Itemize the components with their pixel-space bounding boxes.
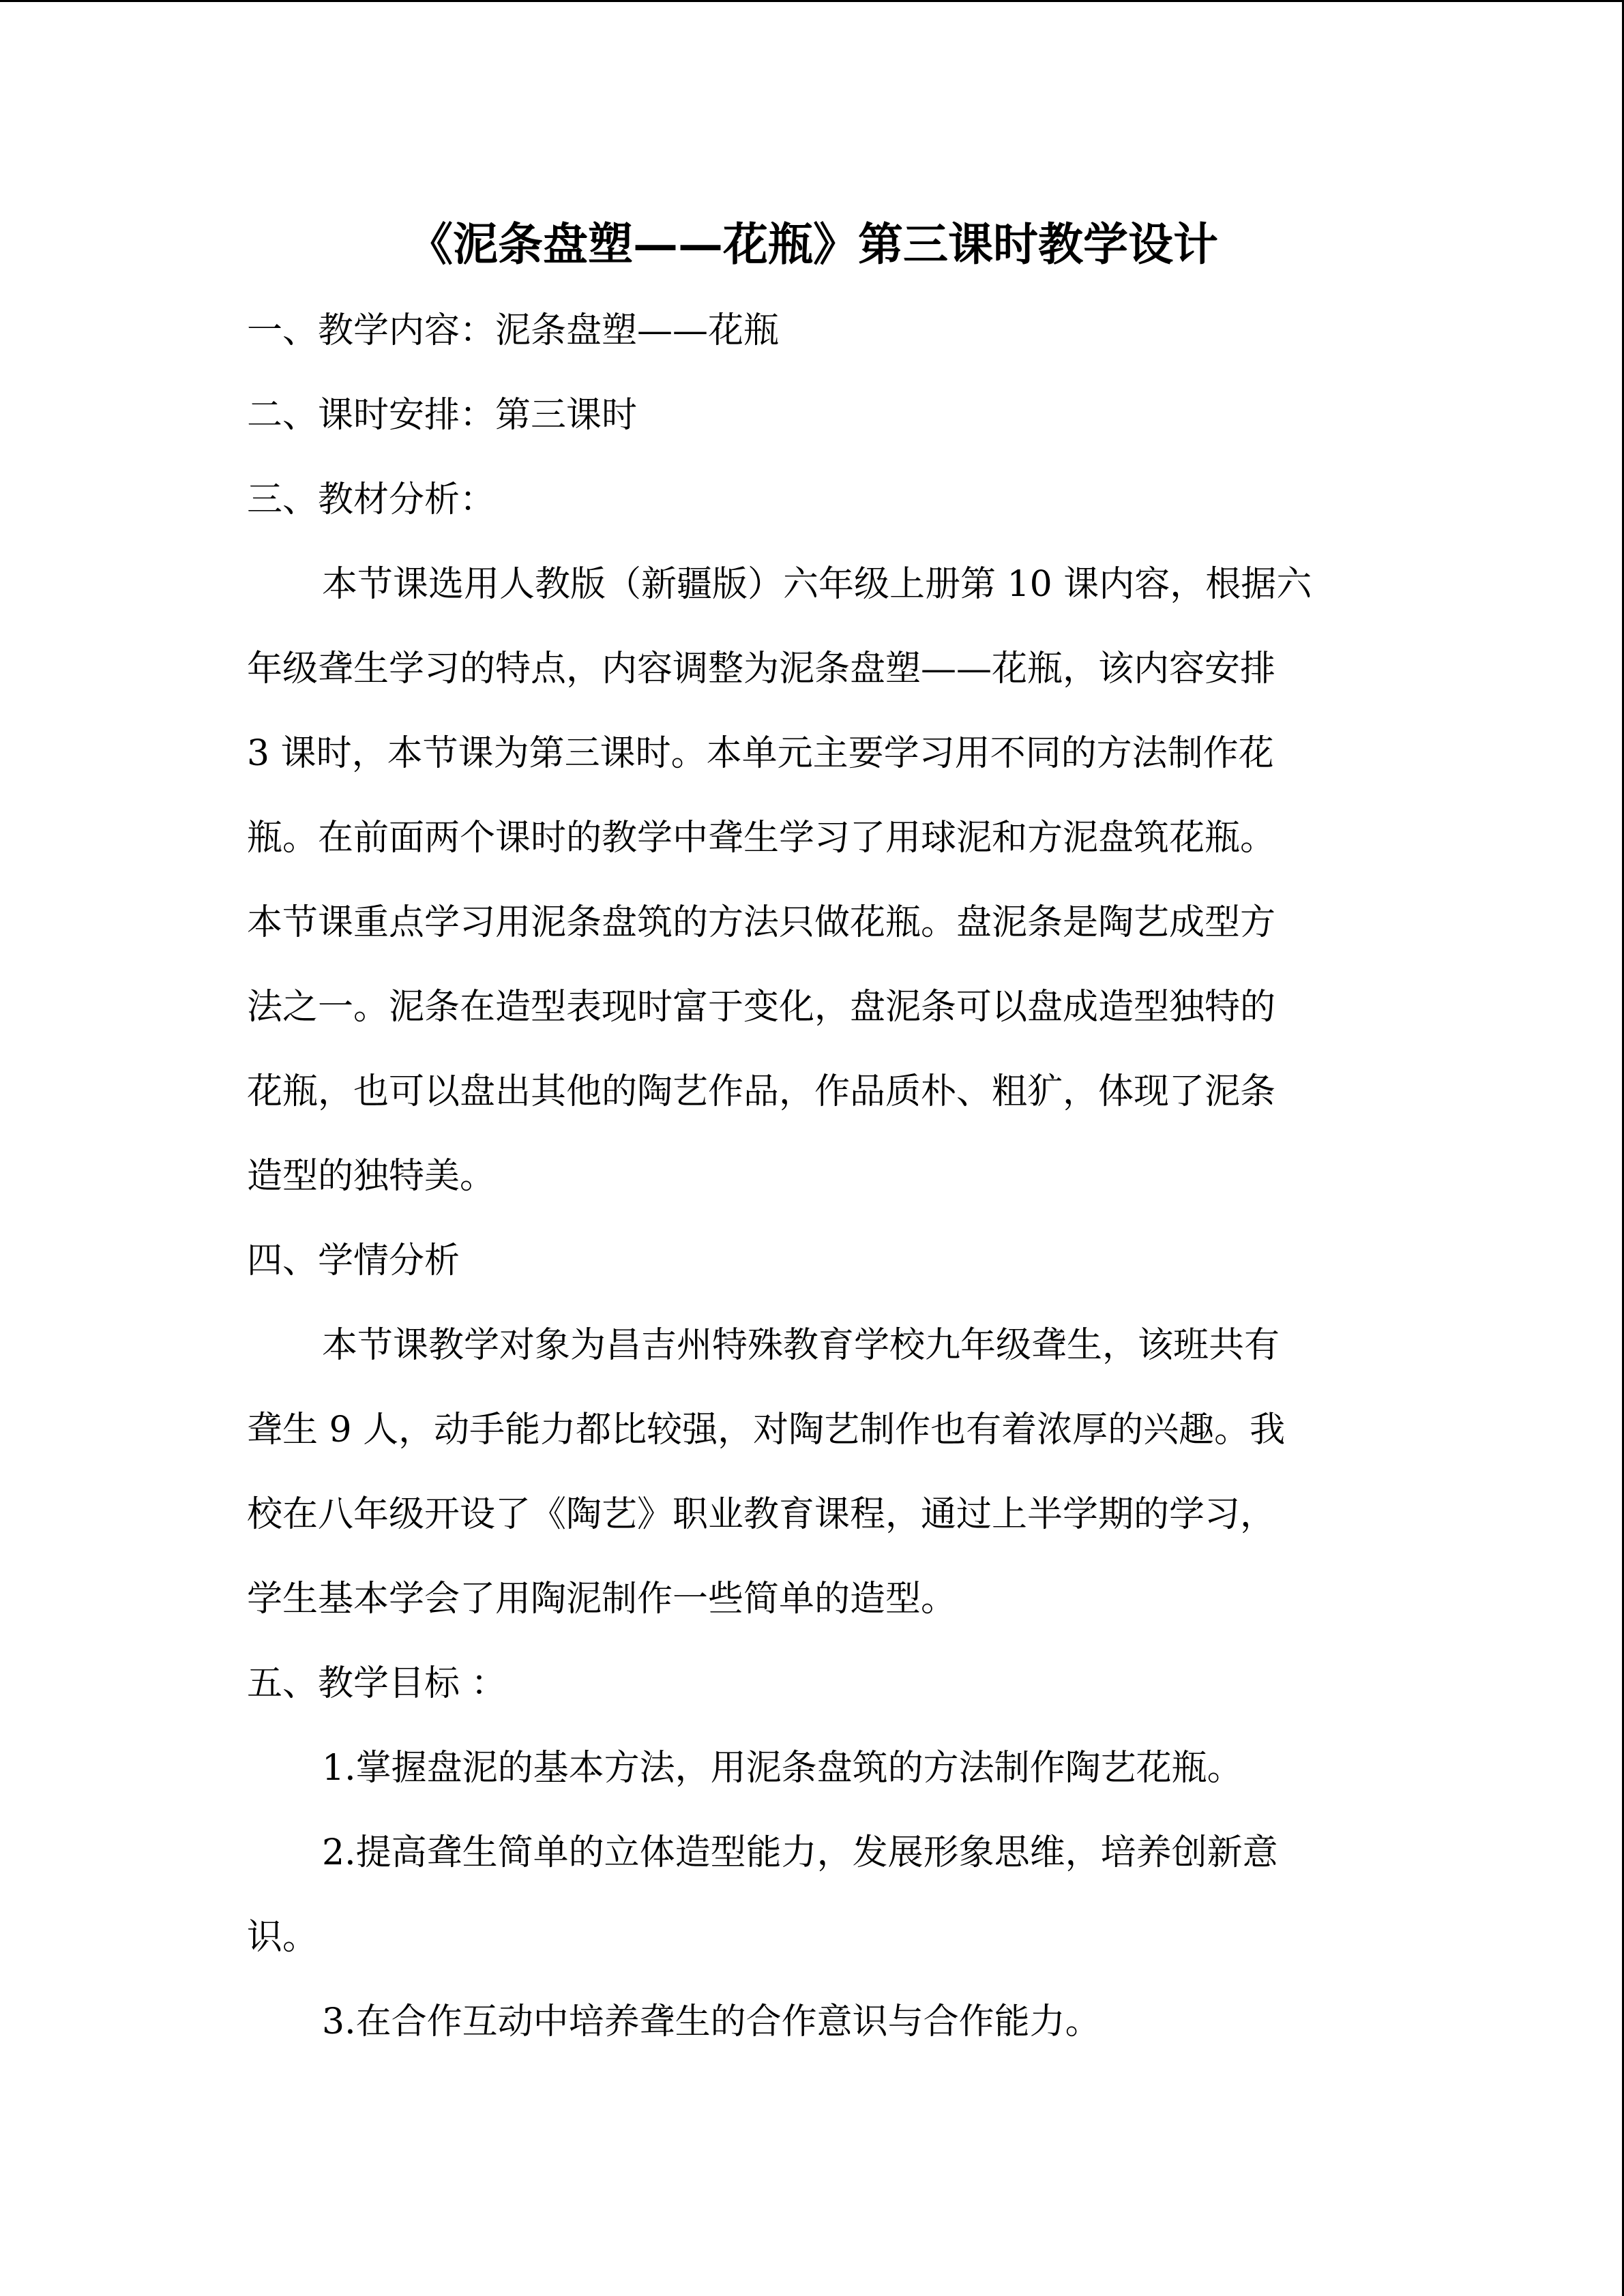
text-line: 校在八年级开设了《陶艺》职业教育课程，通过上半学期的学习，	[247, 1494, 1276, 1535]
text-line: 一、教学内容：泥条盘塑——花瓶	[247, 310, 780, 351]
document-lines	[247, 288, 1379, 2064]
text-line: 本节课重点学习用泥条盘筑的方法只做花瓶。盘泥条是陶艺成型方	[247, 902, 1276, 943]
text-line: 聋生 9 人，动手能力都比较强，对陶艺制作也有着浓厚的兴趣。我	[247, 1410, 1286, 1450]
text-line: 本节课选用人教版（新疆版）六年级上册第 10 课内容，根据六	[322, 564, 1312, 605]
text-line: 2.提高聋生简单的立体造型能力，发展形象思维，培养创新意	[322, 1832, 1278, 1873]
text-line: 年级聋生学习的特点，内容调整为泥条盘塑——花瓶，该内容安排	[247, 648, 1276, 689]
text-line: 二、课时安排：第三课时	[247, 395, 638, 436]
text-line: 法之一。泥条在造型表现时富于变化，盘泥条可以盘成造型独特的	[247, 987, 1276, 1028]
text-line: 3 课时，本节课为第三课时。本单元主要学习用不同的方法制作花	[247, 733, 1274, 774]
text-line: 1.掌握盘泥的基本方法，用泥条盘筑的方法制作陶艺花瓶。	[322, 1748, 1243, 1789]
text-line: 五、教学目标 ：	[247, 1663, 507, 1704]
text-line: 学生基本学会了用陶泥制作一些简单的造型。	[247, 1579, 957, 1620]
text-line: 瓶。在前面两个课时的教学中聋生学习了用球泥和方泥盘筑花瓶。	[247, 818, 1276, 859]
text-line: 识。	[247, 1917, 319, 1958]
text-line: 3.在合作互动中培养聋生的合作意识与合作能力。	[322, 2001, 1101, 2042]
text-line: 三、教材分析：	[247, 479, 496, 520]
text-line: 造型的独特美。	[247, 1156, 496, 1197]
document-body	[247, 200, 1379, 2064]
text-line: 花瓶，也可以盘出其他的陶艺作品，作品质朴、粗犷，体现了泥条	[247, 1071, 1276, 1112]
document-title: 《泥条盘塑——花瓶》第三课时教学设计	[408, 218, 1218, 271]
text-line: 本节课教学对象为昌吉州特殊教育学校九年级聋生，该班共有	[322, 1325, 1280, 1366]
text-line: 四、学情分析	[247, 1240, 460, 1281]
